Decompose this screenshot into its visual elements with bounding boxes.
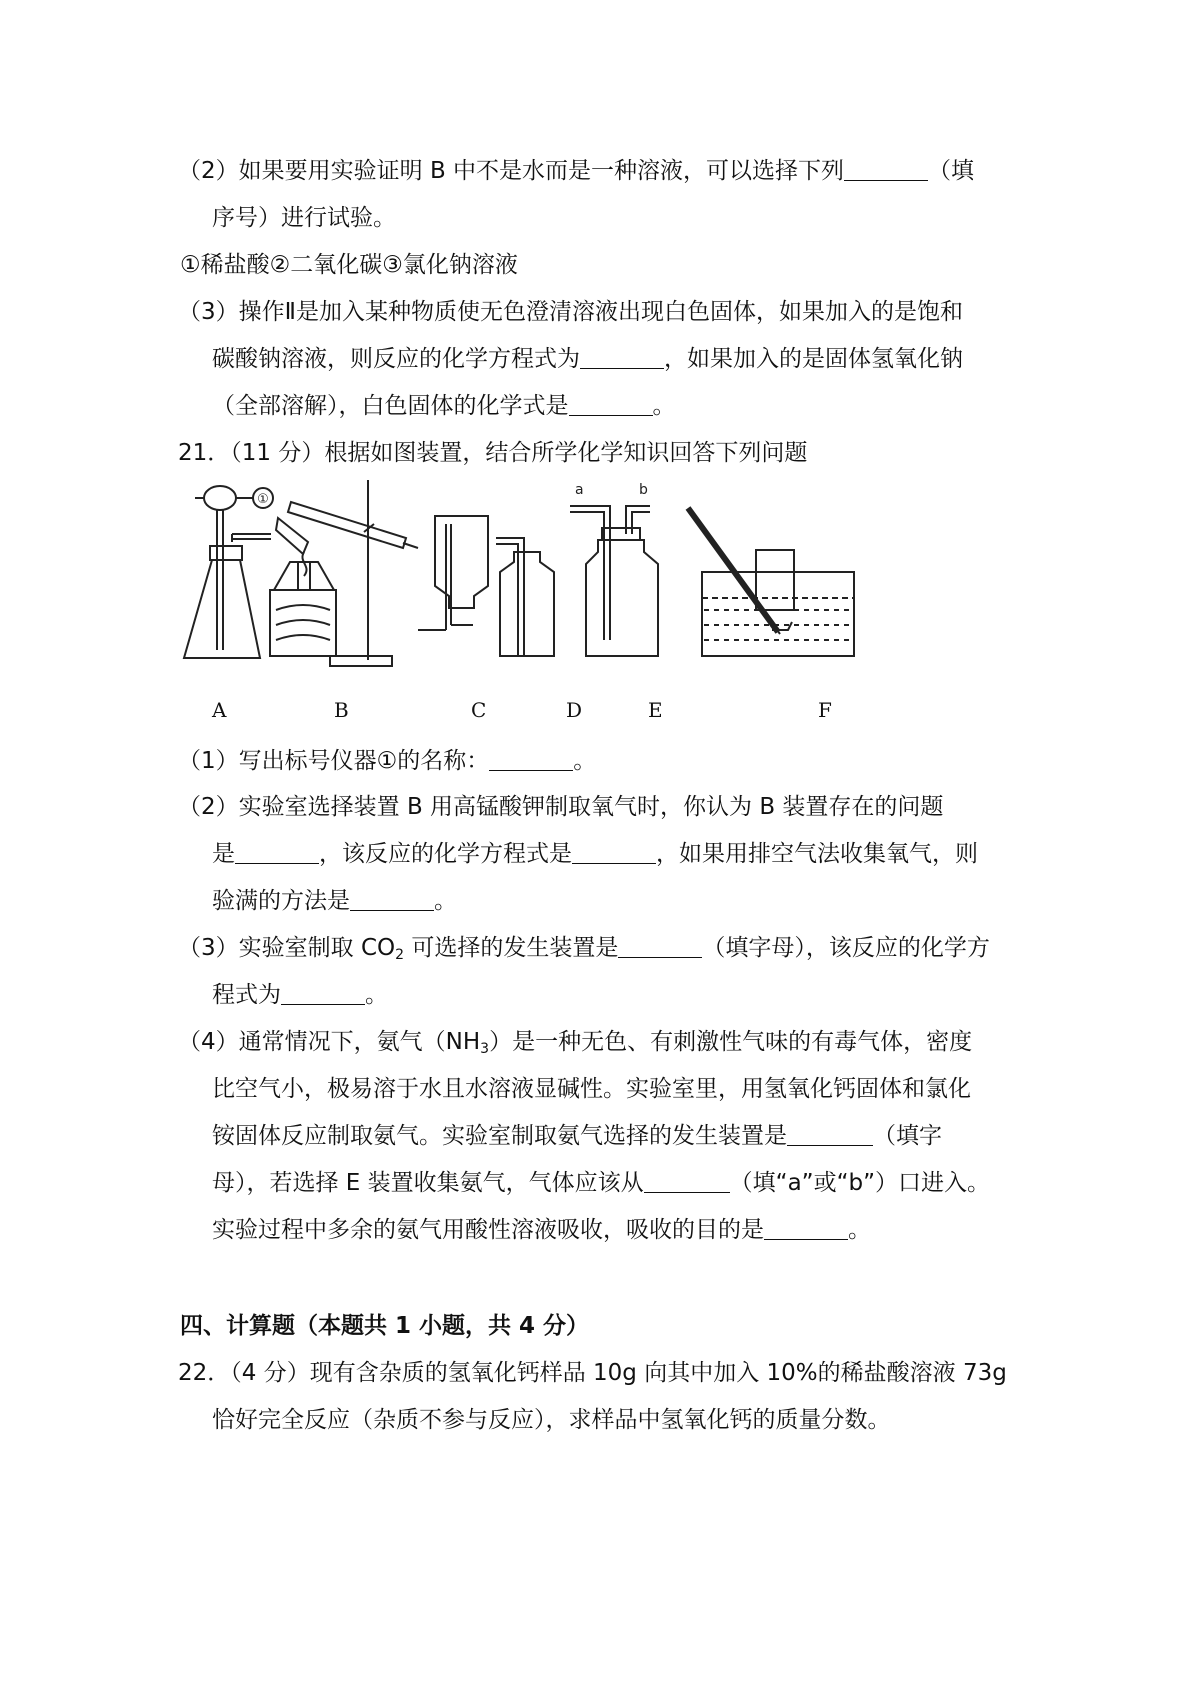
apparatus-b [270,480,418,666]
q20-part3-line1: （3）操作Ⅱ是加入某种物质使无色澄清溶液出现白色固体，如果加入的是饱和 [178,299,963,325]
q21-part4-line3: 铵固体反应制取氨气。实验室制取氨气选择的发生装置是 （填字 [212,1123,942,1149]
answer-blank[interactable] [764,1217,848,1240]
q21-part2-line1: （2）实验室选择装置 B 用高锰酸钾制取氧气时，你认为 B 装置存在的问题 [178,794,944,820]
answer-blank[interactable] [618,935,702,958]
svg-text:b: b [639,482,648,498]
answer-blank[interactable] [844,158,928,181]
apparatus-c [418,516,488,630]
apparatus-figure [178,480,868,680]
q20-options: ①稀盐酸②二氧化碳③氯化钠溶液 [180,252,518,278]
label-b: B [334,698,349,722]
svg-text:①: ① [257,492,269,507]
apparatus-f [688,508,854,656]
q21-part1: （1）写出标号仪器①的名称： 。 [178,748,597,774]
answer-blank[interactable] [350,888,434,911]
answer-blank[interactable] [281,982,365,1005]
q22-line2: 恰好完全反应（杂质不参与反应），求样品中氢氧化钙的质量分数。 [212,1407,891,1433]
q21-part3-line2: 程式为 。 [212,982,388,1008]
q21-part4-line2: 比空气小，极易溶于水且水溶液显碱性。实验室里，用氢氧化钙固体和氯化 [212,1076,971,1102]
q20-part2-line2: 序号）进行试验。 [212,205,396,231]
q21-part2-line2: 是 ，该反应的化学方程式是 ，如果用排空气法收集氧气，则 [212,841,978,867]
q22-line1: 22．（4 分）现有含杂质的氢氧化钙样品 10g 向其中加入 10%的稀盐酸溶液 73g [178,1360,1007,1386]
answer-blank[interactable] [644,1170,730,1193]
q21-part2-line3: 验满的方法是 。 [212,888,457,914]
q21-part4-line4: 母），若选择 E 装置收集氨气，气体应该从 （填“a”或“b”）口进入。 [212,1170,991,1196]
q20-part2-line1: （2）如果要用实验证明 B 中不是水而是一种溶液，可以选择下列 （填 [178,158,975,184]
answer-blank[interactable] [489,748,573,771]
answer-blank[interactable] [235,841,319,864]
q21-part4-line5: 实验过程中多余的氨气用酸性溶液吸收，吸收的目的是 。 [212,1217,871,1243]
apparatus-a [184,486,273,658]
section-heading: 四、计算题（本题共 1 小题，共 4 分） [180,1313,590,1339]
svg-text:a: a [575,482,584,498]
answer-blank[interactable] [572,841,656,864]
apparatus-d [496,538,554,656]
label-a: A [212,698,227,722]
label-c: C [471,698,487,722]
q21-part3-line1: （3）实验室制取 $CO_2$ 可选择的发生装置是 （填字母），该反应的化学方 [178,935,990,963]
label-d: D [566,698,583,722]
q21-part4-line1: （4）通常情况下，氨气$(NH_3)$是一种无色、有刺激性气味的有毒气体，密度 [178,1029,973,1057]
q20-part3-line3: （全部溶解），白色固体的化学式是 。 [212,393,676,419]
label-f: F [818,698,832,722]
q20-part3-line2: 碳酸钠溶液，则反应的化学方程式为 ，如果加入的是固体氢氧化钠 [212,346,963,372]
label-e: E [648,698,663,722]
q21-title: 21．（11 分）根据如图装置，结合所学化学知识回答下列问题 [178,440,808,466]
answer-blank[interactable] [580,346,664,369]
answer-blank[interactable] [569,393,653,416]
answer-blank[interactable] [787,1123,873,1146]
apparatus-e [570,482,658,656]
